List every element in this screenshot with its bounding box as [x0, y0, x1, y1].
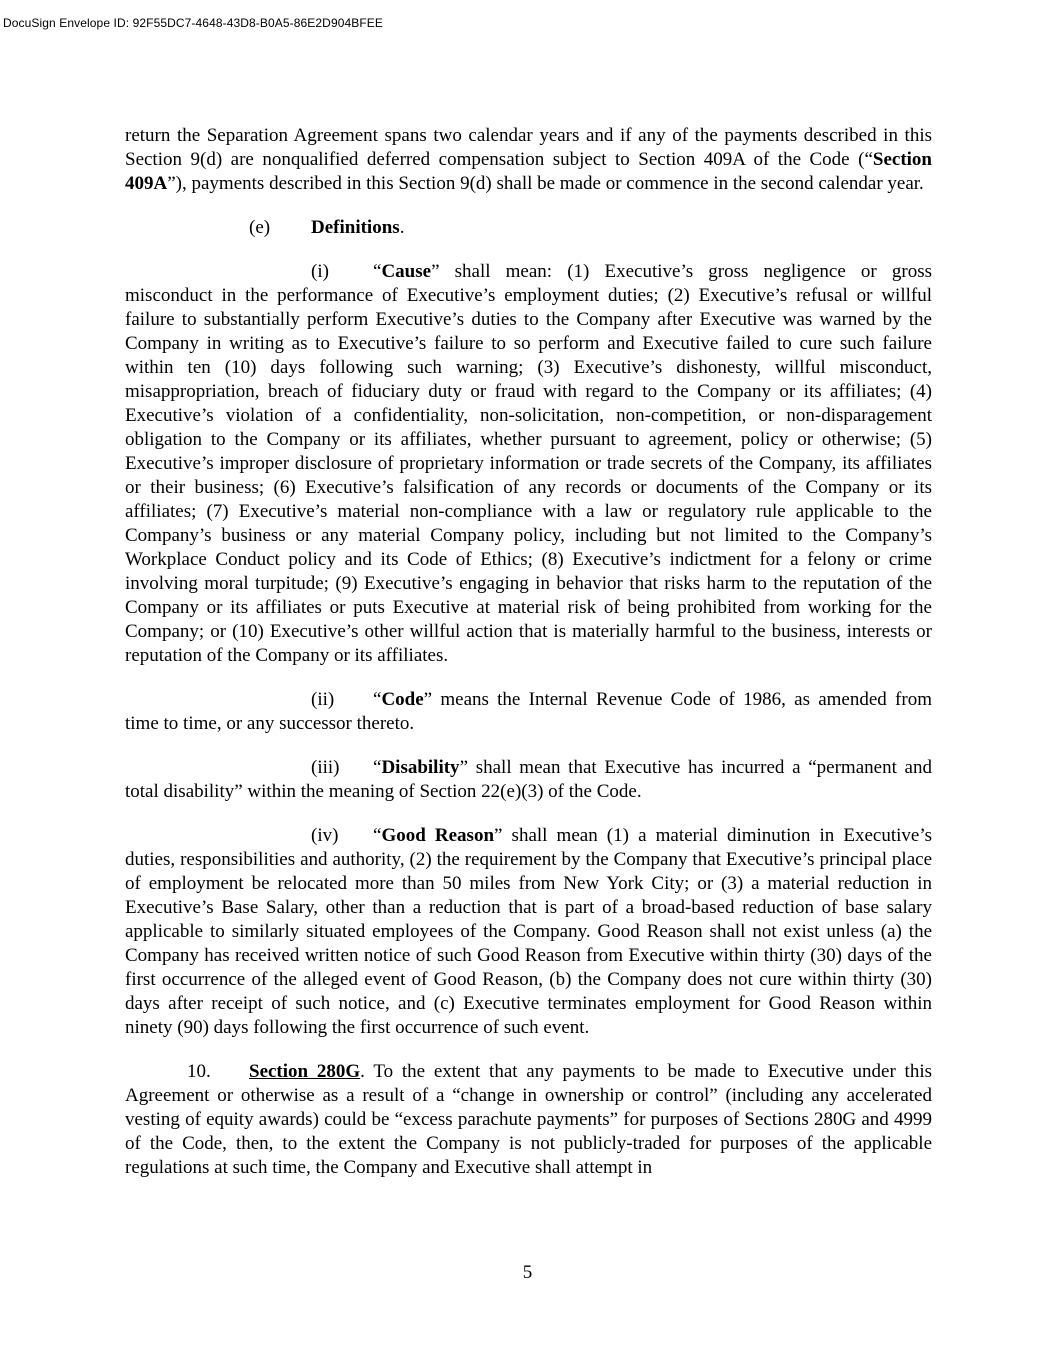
definition-disability [125, 756, 932, 804]
open-quote: “ [373, 825, 382, 846]
continuation-text-start: return the Separation Agreement spans two calendar years and if any of the payments described in this Section 9(d) are nonqualified deferred compensation subject to Section 409A of the Code (“ [125, 125, 932, 170]
definition-number: (iii) [311, 757, 340, 778]
definition-text: ” means the Internal Revenue Code of 1986, as amended from time to time, or any successor thereto. [125, 689, 932, 734]
open-quote: “ [373, 689, 382, 710]
continuation-paragraph [125, 124, 932, 196]
section-number: 10. [187, 1061, 211, 1082]
definitions-heading-title: Definitions [311, 217, 400, 238]
definition-term: Disability [381, 757, 460, 778]
definition-term: Code [381, 689, 424, 710]
definition-number: (iv) [311, 825, 339, 846]
definition-number: (i) [311, 261, 329, 282]
definition-number: (ii) [311, 689, 335, 710]
section-280g-text: . To the extent that any payments to be made to Executive under this Agreement or otherwise as a result of a “change in ownership or control” (including any accelerated vesting of equity awards) could be “excess parachute payments” for purposes of Sections 280G and 4999 of the Code, then, to the extent the Company is not publicly-traded for purposes of the applicable regulations at such time, the Company and Executive shall attempt in [125, 1061, 932, 1178]
section-280g-title: Section 280G [249, 1061, 361, 1082]
section-409a-term: Section 409A [125, 149, 932, 194]
definition-term: Cause [381, 261, 432, 282]
continuation-text-end: ”), payments described in this Section 9(d) shall be made or commence in the second calendar year. [167, 173, 924, 194]
open-quote: “ [373, 757, 382, 778]
definition-text: ” shall mean (1) a material diminution in Executive’s duties, responsibilities and authority, (2) the requirement by the Company that Executive’s principal place of employment be relocated more than 50 miles from New York City; or (3) a material reduction in Executive’s Base Salary, other than a reduction that is part of a broad-based reduction of base salary applicable to similarly situated employees of the Company. Good Reason shall not exist unless (a) the Company has received written notice of such Good Reason from Executive within thirty (30) days of the first occurrence of the alleged event of Good Reason, (b) the Company does not cure within thirty (30) days after receipt of such notice, and (c) Executive terminates employment for Good Reason within ninety (90) days following the first occurrence of such event. [125, 825, 932, 1038]
definition-code [125, 688, 932, 736]
definition-text: ” shall mean that Executive has incurred a “permanent and total disability” within the meaning of Section 22(e)(3) of the Code. [125, 757, 932, 802]
definition-text: ” shall mean: (1) Executive’s gross negligence or gross misconduct in the performance of Executive’s employment duties; (2) Executive’s refusal or willful failure to substantially perform Executive’s duties to the Company after Executive was warned by the Company in writing as to Executive’s failure to so perform and Executive failed to cure such failure within ten (10) days following such warning; (3) Executive’s dishonesty, willful misconduct, misappropriation, breach of fiduciary duty or fraud with regard to the Company or its affiliates; (4) Executive’s violation of a confidentiality, non-solicitation, non-competition, or non-disparagement obligation to the Company or its affiliates, whether pursuant to agreement, policy or otherwise; (5) Executive’s improper disclosure of proprietary information or trade secrets of the Company, its affiliates or their business; (6) Executive’s falsification of any records or documents of the Company or its affiliates; (7) Executive’s material non-compliance with a law or regulatory rule applicable to the Company’s business or any material Company policy, including but not limited to the Company’s Workplace Conduct policy and its Code of Ethics; (8) Executive’s indictment for a felony or crime involving moral turpitude; (9) Executive’s engaging in behavior that risks harm to the reputation of the Company or its affiliates or puts Executive at material risk of being prohibited from working for the Company; or (10) Executive’s other willful action that is materially harmful to the business, interests or reputation of the Company or its affiliates. [125, 261, 932, 666]
definition-term: Good Reason [381, 825, 495, 846]
open-quote: “ [373, 261, 382, 282]
document-body [125, 124, 932, 1180]
definitions-heading-period: . [399, 217, 405, 238]
definition-good-reason [125, 824, 932, 1040]
definitions-heading-number: (e) [249, 217, 271, 238]
docusign-envelope-id: DocuSign Envelope ID: 92F55DC7-4648-43D8-B0A5-86E2D904BFEE [3, 16, 384, 30]
definitions-heading [125, 216, 932, 240]
definition-cause [125, 260, 932, 668]
section-280g-paragraph [125, 1060, 932, 1180]
page-number: 5 [522, 1262, 533, 1283]
